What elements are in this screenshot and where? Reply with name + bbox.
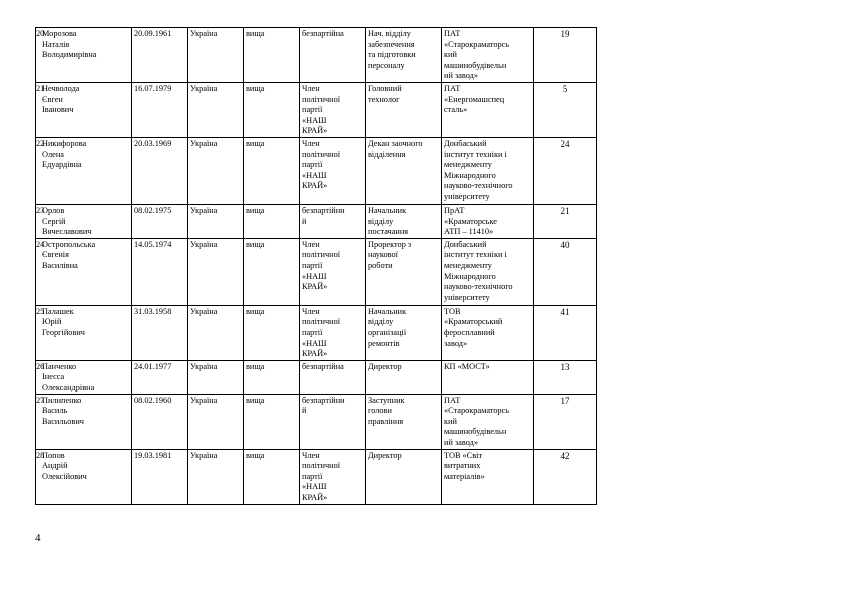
row-number: 22	[36, 139, 45, 148]
cell-workplace-text: ПАТ «Старокраматорсь кий машинобудівельн ий завод»	[444, 395, 510, 447]
cell-party-affiliation-text: Член політичної партії «НАШ КРАЙ»	[302, 84, 341, 136]
row-number: 26	[36, 361, 45, 371]
cell-workplace	[442, 138, 534, 205]
patronymic: Олександрівна	[42, 382, 95, 392]
cell-workplace	[442, 238, 534, 305]
cell-education-text: вища	[246, 239, 265, 249]
cell-party-affiliation-text: безпартійна	[302, 361, 344, 371]
row-number: 23	[36, 206, 45, 215]
cell-party-affiliation-text: безпартійни й	[302, 206, 345, 226]
count-value: 24	[560, 139, 570, 149]
cell-party-affiliation	[300, 305, 366, 360]
cell-workplace-text: Донбаський інститут техніки і менеджменту Міжнародного науково-технічного університету	[444, 139, 513, 201]
cell-workplace	[442, 394, 534, 449]
cell-count	[534, 305, 597, 360]
cell-workplace	[442, 449, 534, 504]
cell-birth-date-text: 08.02.1960	[134, 395, 172, 405]
cell-birth-date-text: 16.07.1979	[134, 84, 172, 93]
cell-birth-date	[132, 305, 188, 360]
patronymic: Едуардівна	[42, 160, 82, 170]
patronymic: Вячеславович	[42, 227, 92, 237]
cell-birth-date	[132, 394, 188, 449]
cell-citizenship-text: Україна	[190, 361, 218, 371]
cell-position-text: Нач. відділу забезпечення та підготовки персоналу	[368, 29, 416, 70]
cell-workplace-text: ТОВ «Краматорський феросплавний завод»	[444, 306, 503, 348]
cell-full-name	[36, 205, 132, 239]
cell-birth-date	[132, 238, 188, 305]
cell-count	[534, 28, 597, 83]
cell-education	[244, 28, 300, 83]
patronymic: Георгійович	[42, 327, 85, 337]
cell-citizenship-text: Україна	[190, 450, 218, 460]
cell-full-name	[36, 238, 132, 305]
cell-position-text: Директор	[368, 361, 402, 371]
table-row	[36, 449, 597, 504]
cell-citizenship-text: Україна	[190, 29, 218, 38]
cell-workplace-text: ТОВ «Світ витратних матеріалів»	[444, 450, 485, 481]
patronymic: Володимирівна	[42, 50, 97, 60]
cell-birth-date-text: 19.03.1981	[134, 450, 172, 460]
count-value: 40	[560, 239, 570, 250]
cell-workplace	[442, 360, 534, 394]
cell-citizenship	[188, 205, 244, 239]
cell-position	[366, 138, 442, 205]
table-row	[36, 83, 597, 138]
candidates-table	[35, 27, 597, 505]
page-number: 4	[35, 532, 41, 544]
count-value: 19	[560, 29, 570, 39]
cell-birth-date-text: 31.03.1958	[134, 306, 172, 316]
cell-birth-date	[132, 138, 188, 205]
cell-education-text: вища	[246, 306, 265, 316]
cell-full-name	[36, 28, 132, 83]
table-row	[36, 305, 597, 360]
cell-party-affiliation-text: Член політичної партії «НАШ КРАЙ»	[302, 239, 341, 292]
table-row	[36, 394, 597, 449]
count-value: 21	[560, 206, 570, 216]
cell-party-affiliation-text: Член політичної партії «НАШ КРАЙ»	[302, 306, 341, 359]
cell-education	[244, 138, 300, 205]
cell-full-name	[36, 138, 132, 205]
row-number: 25	[36, 306, 45, 316]
first-name: Інесса	[42, 372, 65, 382]
cell-party-affiliation	[300, 360, 366, 394]
cell-count	[534, 394, 597, 449]
table-row	[36, 138, 597, 205]
row-number: 20	[36, 29, 45, 38]
count-value: 13	[560, 361, 570, 372]
cell-birth-date-text: 20.09.1961	[134, 29, 172, 38]
cell-party-affiliation	[300, 449, 366, 504]
cell-party-affiliation	[300, 205, 366, 239]
table-row	[36, 205, 597, 239]
cell-full-name	[36, 449, 132, 504]
cell-birth-date	[132, 360, 188, 394]
cell-citizenship	[188, 138, 244, 205]
surname: Орлов	[42, 206, 65, 215]
cell-count	[534, 205, 597, 239]
patronymic: Олексійович	[42, 471, 87, 481]
cell-position	[366, 449, 442, 504]
cell-position	[366, 360, 442, 394]
cell-workplace	[442, 205, 534, 239]
cell-birth-date	[132, 83, 188, 138]
count-value: 17	[560, 395, 570, 406]
cell-party-affiliation	[300, 28, 366, 83]
cell-education-text: вища	[246, 361, 265, 371]
patronymic: Іванович	[42, 105, 74, 115]
cell-workplace	[442, 305, 534, 360]
surname: Остропольська	[42, 239, 96, 249]
row-number: 28	[36, 450, 45, 460]
cell-education	[244, 83, 300, 138]
cell-birth-date-text: 14.05.1974	[134, 239, 172, 249]
cell-count	[534, 449, 597, 504]
cell-count	[534, 138, 597, 205]
cell-party-affiliation-text: безпартійни й	[302, 395, 345, 416]
cell-education-text: вища	[246, 29, 265, 38]
cell-workplace-text: КП «МОСТ»	[444, 361, 490, 371]
first-name: Василь	[42, 406, 68, 416]
cell-full-name	[36, 394, 132, 449]
cell-position-text: Проректор з наукової роботи	[368, 239, 412, 270]
row-number: 24	[36, 239, 45, 249]
cell-education	[244, 394, 300, 449]
cell-position-text: Декан заочного відділення	[368, 139, 423, 159]
cell-party-affiliation	[300, 238, 366, 305]
surname: Морозова	[42, 29, 77, 38]
surname: Попов	[42, 450, 65, 460]
patronymic: Василівна	[42, 260, 78, 270]
cell-citizenship	[188, 360, 244, 394]
cell-citizenship-text: Україна	[190, 139, 218, 148]
cell-education-text: вища	[246, 206, 265, 215]
surname: Пилипенко	[42, 395, 82, 405]
first-name: Андрій	[42, 461, 68, 471]
row-number: 27	[36, 395, 45, 405]
cell-position	[366, 83, 442, 138]
cell-citizenship	[188, 449, 244, 504]
first-name: Юрій	[42, 317, 62, 327]
cell-citizenship-text: Україна	[190, 206, 218, 215]
cell-position	[366, 394, 442, 449]
cell-position	[366, 238, 442, 305]
cell-education-text: вища	[246, 395, 265, 405]
cell-citizenship	[188, 305, 244, 360]
cell-workplace	[442, 28, 534, 83]
count-value: 5	[562, 84, 568, 94]
cell-workplace-text: ПАТ «Енергомашспец сталь»	[444, 84, 505, 115]
cell-position-text: Начальник відділу організації ремонтів	[368, 306, 407, 348]
cell-birth-date	[132, 28, 188, 83]
cell-position-text: Заступник голови правління	[368, 395, 405, 426]
cell-position-text: Головний технолог	[368, 84, 402, 104]
count-value: 42	[560, 450, 570, 461]
table-row	[36, 238, 597, 305]
cell-education	[244, 360, 300, 394]
cell-full-name	[36, 83, 132, 138]
cell-workplace	[442, 83, 534, 138]
cell-position	[366, 305, 442, 360]
cell-party-affiliation	[300, 394, 366, 449]
surname: Никифорова	[42, 139, 87, 148]
cell-position-text: Директор	[368, 450, 402, 460]
cell-citizenship	[188, 238, 244, 305]
cell-party-affiliation	[300, 83, 366, 138]
first-name: Євген	[42, 94, 63, 104]
cell-citizenship	[188, 83, 244, 138]
cell-count	[534, 83, 597, 138]
first-name: Євгенія	[42, 250, 69, 260]
cell-education	[244, 449, 300, 504]
table-body	[36, 28, 597, 505]
cell-birth-date-text: 08.02.1975	[134, 206, 172, 215]
surname: Нечволода	[42, 84, 80, 93]
cell-party-affiliation-text: Член політичної партії «НАШ КРАЙ»	[302, 139, 341, 191]
cell-birth-date-text: 24.01.1977	[134, 361, 172, 371]
cell-full-name	[36, 360, 132, 394]
table-row	[36, 28, 597, 83]
cell-citizenship-text: Україна	[190, 395, 218, 405]
cell-education-text: вища	[246, 84, 265, 93]
patronymic: Васильович	[42, 416, 84, 426]
cell-citizenship-text: Україна	[190, 84, 218, 93]
cell-workplace-text: Донбаський інститут техніки і менеджменту Міжнародного науково-технічного університету	[444, 239, 513, 302]
cell-party-affiliation-text: безпартійна	[302, 29, 344, 38]
surname: Палашек	[42, 306, 74, 316]
cell-citizenship	[188, 394, 244, 449]
cell-count	[534, 360, 597, 394]
table-row	[36, 360, 597, 394]
cell-education	[244, 305, 300, 360]
cell-education	[244, 238, 300, 305]
row-number: 21	[36, 84, 45, 93]
cell-birth-date-text: 20.03.1969	[134, 139, 172, 148]
surname: Панченко	[42, 361, 77, 371]
cell-citizenship-text: Україна	[190, 306, 218, 316]
cell-education-text: вища	[246, 450, 265, 460]
cell-party-affiliation	[300, 138, 366, 205]
cell-position-text: Начальник відділу постачання	[368, 206, 409, 237]
first-name: Олена	[42, 149, 64, 159]
first-name: Сергій	[42, 216, 66, 226]
cell-education	[244, 205, 300, 239]
first-name: Наталія	[42, 39, 70, 49]
cell-birth-date	[132, 205, 188, 239]
cell-full-name	[36, 305, 132, 360]
cell-workplace-text: ПАТ «Старокраматорсь кий машинобудівельн ий завод»	[444, 29, 510, 81]
cell-party-affiliation-text: Член політичної партії «НАШ КРАЙ»	[302, 450, 341, 502]
cell-citizenship	[188, 28, 244, 83]
count-value: 41	[560, 306, 570, 317]
cell-count	[534, 238, 597, 305]
cell-citizenship-text: Україна	[190, 239, 218, 249]
cell-education-text: вища	[246, 139, 265, 148]
cell-position	[366, 205, 442, 239]
cell-workplace-text: ПрАТ «Краматорське АТП – 11410»	[444, 206, 497, 237]
cell-birth-date	[132, 449, 188, 504]
cell-position	[366, 28, 442, 83]
